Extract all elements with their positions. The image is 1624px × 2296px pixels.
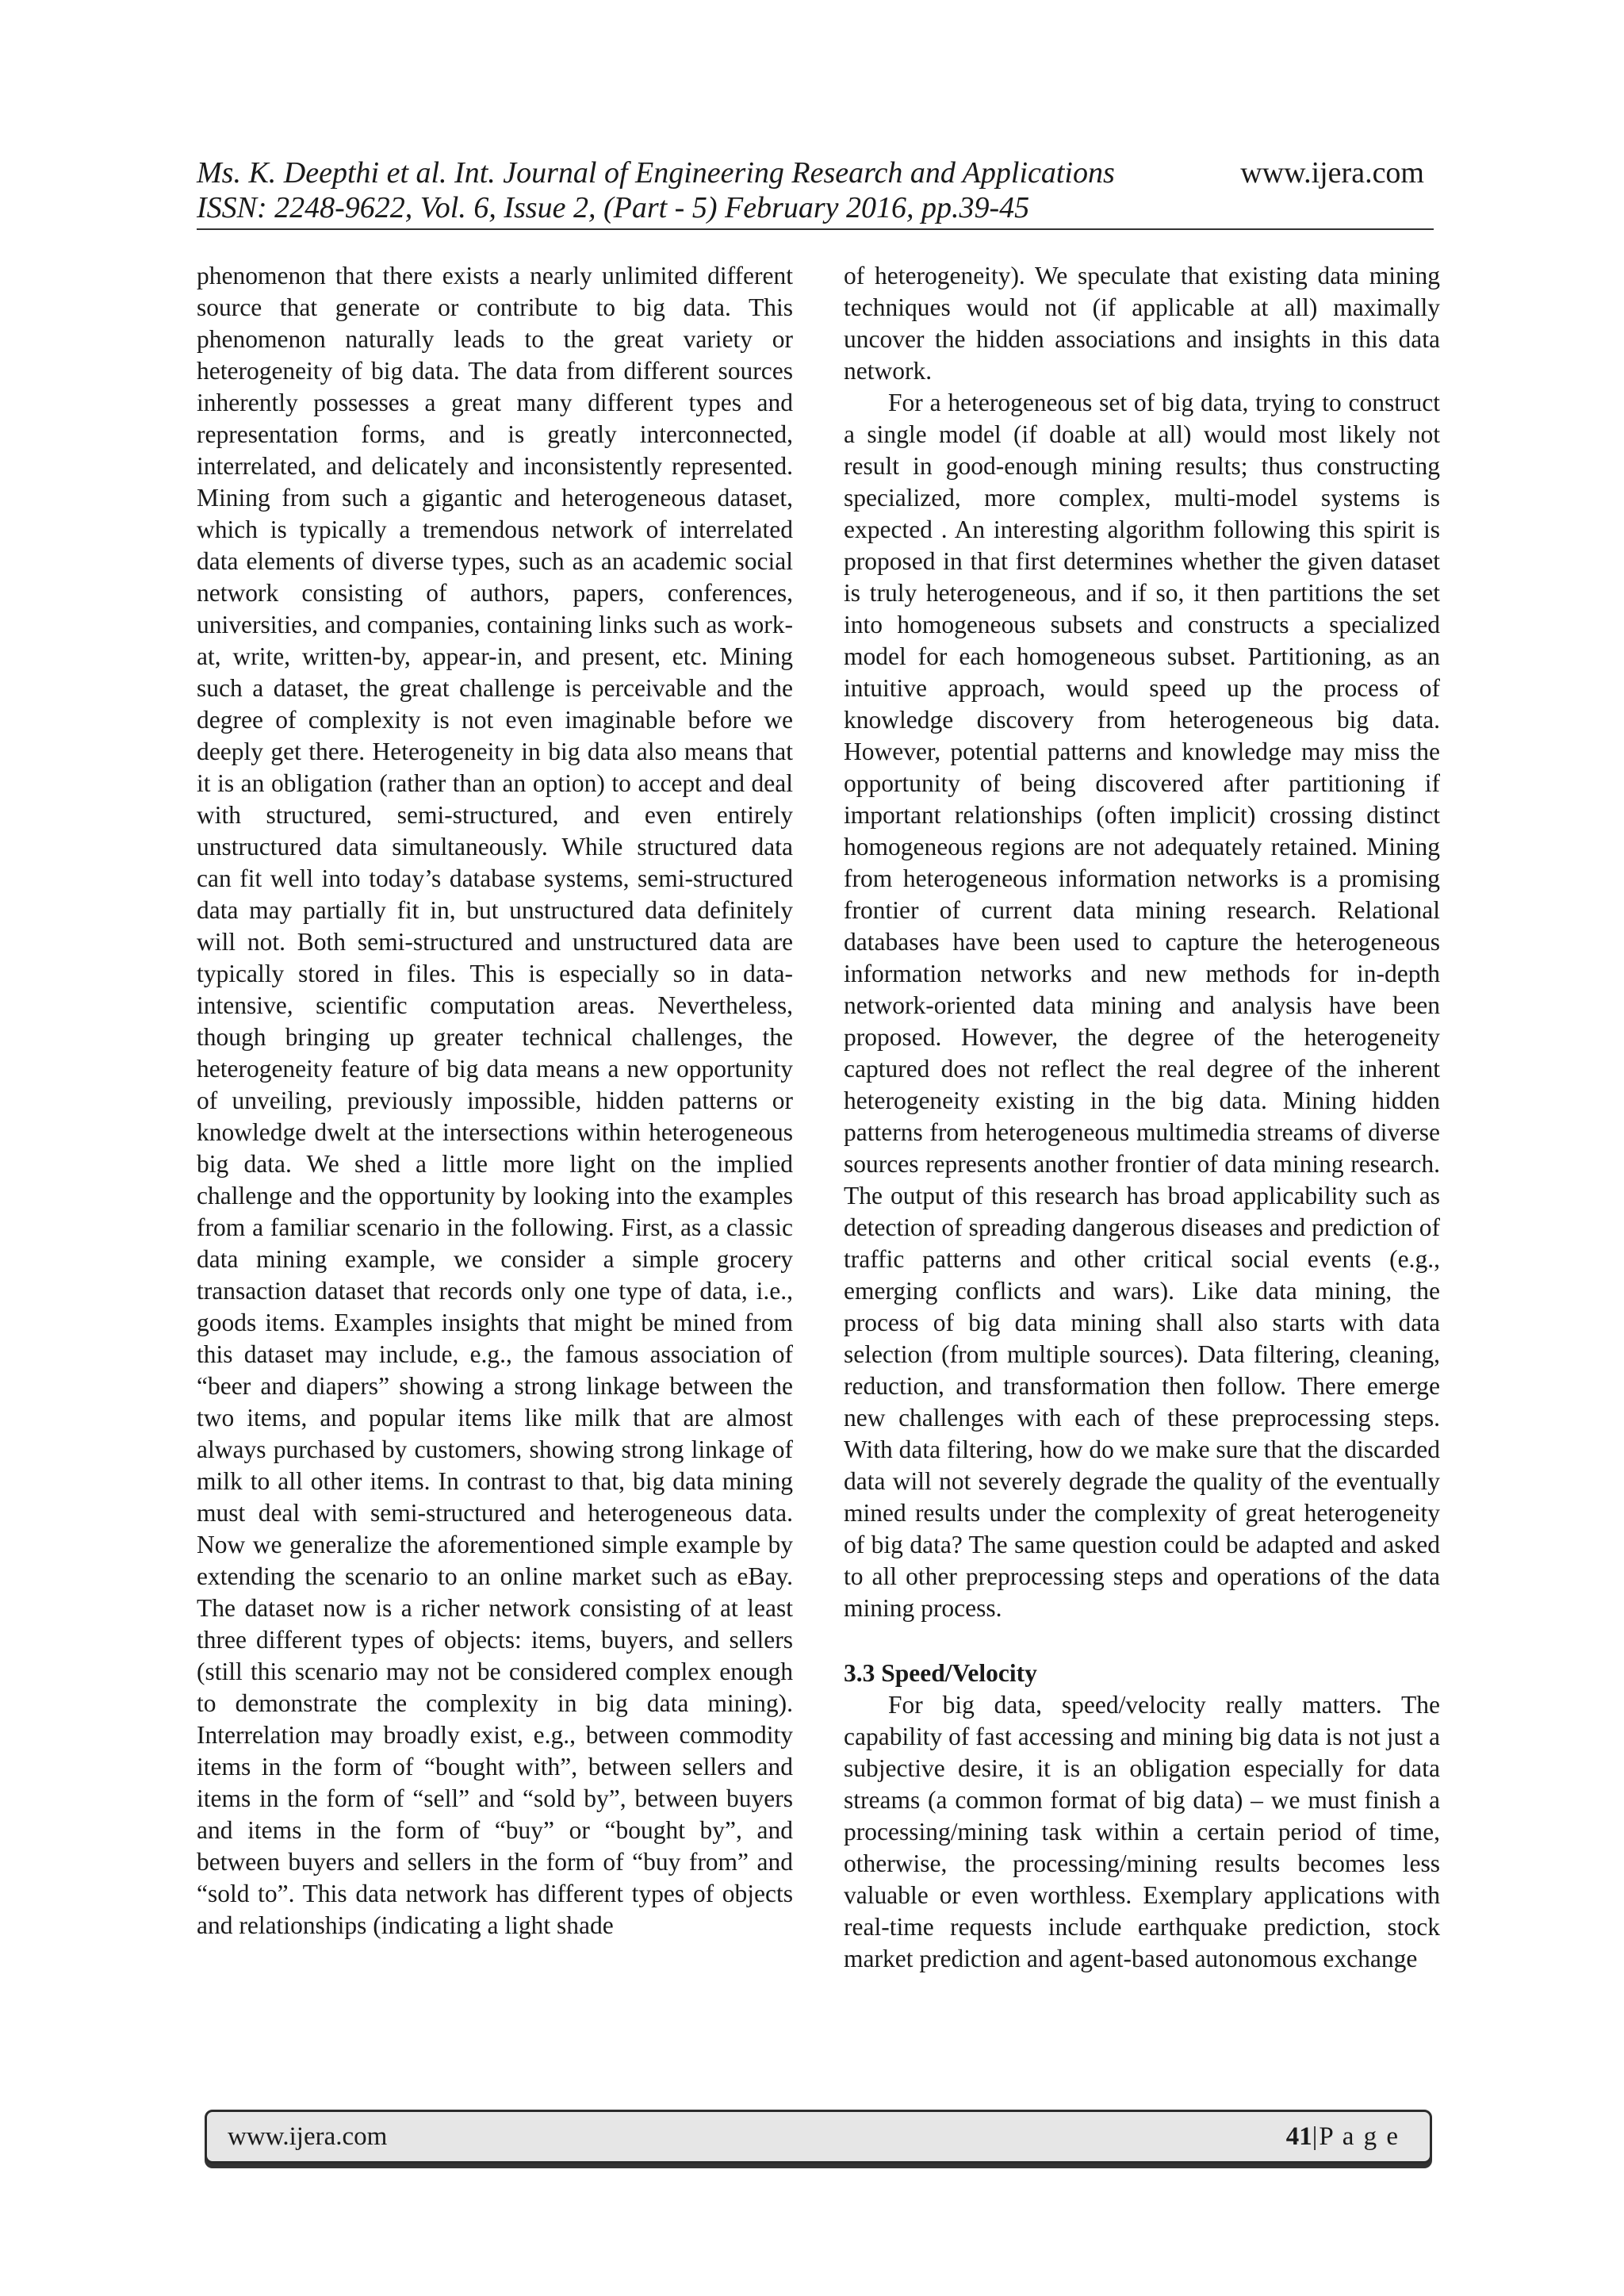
right-column (844, 260, 1440, 1975)
body-paragraph: phenomenon that there exists a nearly unlimited different source that generate or contribute to big data. This phenomenon naturally leads to the great variety or heterogeneity of big data. The data from different sources inherently possesses a great many different types and representation forms, and is greatly interconnected, interrelated, and delicately and inconsistently represented. Mining from such a gigantic and heterogeneous dataset, which is typically a tremendous network of interrelated data elements of diverse types, such as an academic social network consisting of authors, papers, conferences, universities, and companies, containing links such as work-at, write, written-by, appear-in, and present, etc. Mining such a dataset, the great challenge is perceivable and the degree of complexity is not even imaginable before we deeply get there. Heterogeneity in big data also means that it is an obligation (rather than an option) to accept and deal with structured, semi-structured, and even entirely unstructured data simultaneously. While structured data can fit well into today’s database systems, semi-structured data may partially fit in, but unstructured data definitely will not. Both semi-structured and unstructured data are typically stored in files. This is especially so in data-intensive, scientific computation areas. Nevertheless, though bringing up greater technical challenges, the heterogeneity feature of big data means a new opportunity of unveiling, previously impossible, hidden patterns or knowledge dwelt at the intersections within heterogeneous big data. We shed a little more light on the implied challenge and the opportunity by looking into the examples from a familiar scenario in the following. First, as a classic data mining example, we consider a simple grocery transaction dataset that records only one type of data, i.e., goods items. Examples insights that might be mined from this dataset may include, e.g., the famous association of “beer and diapers” showing a strong linkage between the two items, and popular items like milk that are almost always purchased by customers, showing strong linkage of milk to all other items. In contrast to that, big data mining must deal with semi-structured and heterogeneous data. Now we generalize the aforementioned simple example by extending the scenario to an online market such as eBay. The dataset now is a richer network consisting of at least three different types of objects: items, buyers, and sellers (still this scenario may not be considered complex enough to demonstrate the complexity in big data mining). Interrelation may broadly exist, e.g., between commodity items in the form of “bought with”, between sellers and items in the form of “sell” and “sold by”, between buyers and items in the form of “buy” or “bought by”, and between buyers and sellers in the form of “buy from” and “sold to”. This data network has different types of objects and relationships (indicating a light shade (197, 262, 793, 1939)
page-number: 41 (1285, 2122, 1312, 2151)
page-label: |P a g e (1312, 2122, 1400, 2151)
page-indicator (1286, 2119, 1400, 2154)
section-heading: 3.3 Speed/Velocity (844, 1659, 1037, 1687)
issn-line: ISSN: 2248-9622, Vol. 6, Issue 2, (Part - 5) February 2016, pp.39-45 (197, 191, 1030, 224)
footer-website: www.ijera.com (228, 2122, 388, 2151)
journal-citation-line: Ms. K. Deepthi et al. Int. Journal of Engineering Research and Applications (197, 156, 1115, 190)
left-column (197, 260, 793, 1941)
body-paragraph: For a heterogeneous set of big data, trying to construct a single model (if doable at all) would most likely not result in good-enough mining results; thus constructing specialized, more complex, multi-model systems is expected . An interesting algorithm following this spirit is proposed in that first determines whether the given dataset is truly heterogeneous, and if so, it then partitions the set into homogeneous subsets and constructs a specialized model for each homogeneous subset. Partitioning, as an intuitive approach, would speed up the process of knowledge discovery from heterogeneous big data. However, potential patterns and knowledge may miss the opportunity of being discovered after partitioning if important relationships (often implicit) crossing distinct homogeneous regions are not adequately retained. Mining from heterogeneous information networks is a promising frontier of current data mining research. Relational databases have been used to capture the heterogeneous information networks and new methods for in-depth network-oriented data mining and analysis have been proposed. However, the degree of the heterogeneity captured does not reflect the real degree of the inherent heterogeneity existing in the big data. Mining hidden patterns from heterogeneous multimedia streams of diverse sources represents another frontier of data mining research. The output of this research has broad applicability such as detection of spreading dangerous diseases and prediction of traffic patterns and other critical social events (e.g., emerging conflicts and wars). Like data mining, the process of big data mining shall also starts with data selection (from multiple sources). Data filtering, cleaning, reduction, and transformation then follow. There emerge new challenges with each of these preprocessing steps. With data filtering, how do we make sure that the discarded data will not severely degrade the quality of the eventually mined results under the complexity of great heterogeneity of big data? The same question could be adapted and asked to all other preprocessing steps and operations of the data mining process. (844, 389, 1440, 1622)
header-website: www.ijera.com (1240, 156, 1424, 190)
running-header (197, 155, 1434, 230)
body-paragraph: For big data, speed/velocity really matters. The capability of fast accessing and mining big data is not just a subjective desire, it is an obligation especially for data streams (a common format of big data) – we must finish a processing/mining task within a certain period of time, otherwise, the processing/mining results becomes less valuable or even worthless. Exemplary applications with real-time requests include earthquake prediction, stock market prediction and agent-based autonomous exchange (844, 1691, 1440, 1972)
body-paragraph: of heterogeneity). We speculate that existing data mining techniques would not (if applicable at all) maximally uncover the hidden associations and insights in this data network. (844, 262, 1440, 385)
page-footer (205, 2110, 1432, 2164)
